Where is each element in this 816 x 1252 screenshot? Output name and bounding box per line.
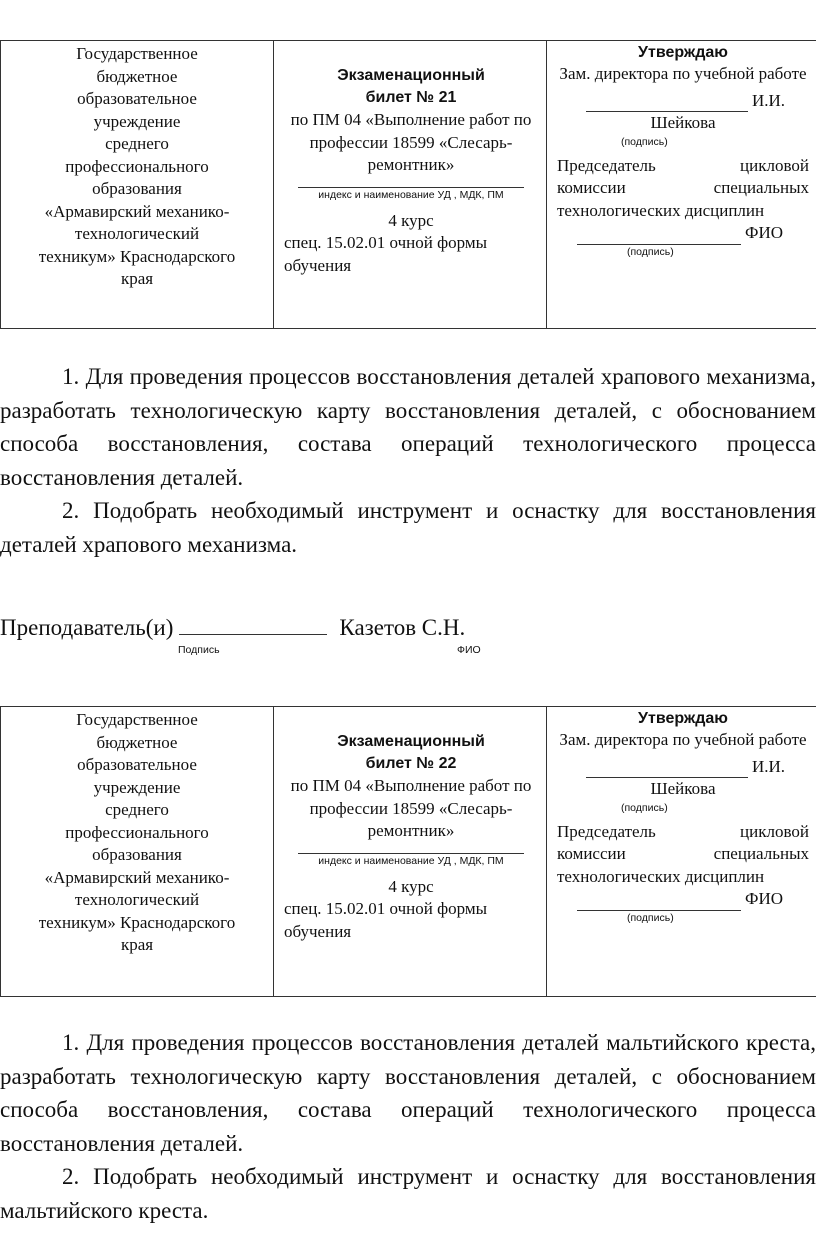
module-text: по ПМ 04 «Выполнение работ по профессии 18599 «Слесарь-ремонтник» bbox=[290, 110, 532, 174]
deputy-initials: И.И. bbox=[751, 756, 785, 776]
institution-line: образования bbox=[92, 179, 182, 198]
teacher-signature-row bbox=[0, 612, 816, 643]
institution-line: края bbox=[120, 935, 154, 954]
chair-word: цикловой bbox=[740, 155, 809, 175]
module-text: по ПМ 04 «Выполнение работ по профессии 18599 «Слесарь-ремонтник» bbox=[290, 776, 532, 840]
chair-signature-line bbox=[577, 226, 741, 245]
institution-cell bbox=[1, 41, 274, 329]
approve-heading: Утверждаю bbox=[638, 44, 728, 61]
spec-text: спец. 15.02.01 очной формы обучения bbox=[284, 233, 488, 275]
institution-line: образовательное bbox=[77, 755, 197, 774]
task-2: 2. Подобрать необходимый инструмент и оснастку для восстановления деталей храпового механизма. bbox=[0, 498, 816, 557]
teacher-name: Казетов С.Н. bbox=[339, 615, 466, 640]
fio-caption: ФИО bbox=[457, 644, 481, 656]
ticket-number: билет № 22 bbox=[365, 755, 457, 772]
ticket-number: билет № 21 bbox=[365, 89, 457, 106]
deputy-title: Зам. директора по учебной работе bbox=[559, 64, 807, 83]
institution-line: бюджетное bbox=[96, 732, 178, 752]
institution-line: бюджетное bbox=[96, 66, 178, 86]
institution-line: учреждение bbox=[93, 777, 181, 797]
chair-word: цикловой bbox=[740, 821, 809, 841]
chair-line: технологических дисциплин bbox=[557, 200, 765, 220]
approval-cell bbox=[547, 41, 816, 329]
institution-line: «Армавирский механико- bbox=[44, 201, 230, 221]
institution-line: «Армавирский механико- bbox=[44, 867, 230, 887]
course-text: 4 курс bbox=[388, 876, 434, 896]
deputy-initials: И.И. bbox=[751, 90, 785, 110]
chair-word: Председатель bbox=[557, 155, 656, 175]
sign-caption: Подпись bbox=[178, 644, 220, 656]
ticket-header-table bbox=[0, 40, 816, 329]
ticket-header-table bbox=[0, 706, 816, 997]
chair-fio: ФИО bbox=[745, 889, 783, 908]
index-caption: индекс и наименование УД , МДК, ПМ bbox=[318, 854, 504, 867]
approval-cell bbox=[547, 707, 816, 997]
teacher-signature-line bbox=[179, 612, 327, 635]
deputy-signature-caption: (подпись) bbox=[621, 801, 668, 814]
ticket-tasks bbox=[0, 1026, 816, 1227]
institution-line: технологический bbox=[74, 890, 200, 909]
institution-line: технологический bbox=[74, 224, 200, 243]
chair-line: технологических дисциплин bbox=[557, 866, 765, 886]
chair-word: специальных bbox=[713, 844, 809, 863]
teacher-label: Преподаватель(и) bbox=[0, 615, 174, 640]
institution-line: профессионального bbox=[65, 822, 209, 842]
ticket-info-cell bbox=[274, 707, 547, 997]
ticket-title: Экзаменационный bbox=[337, 733, 485, 750]
institution-line: среднего bbox=[105, 134, 169, 153]
deputy-surname: Шейкова bbox=[650, 779, 716, 798]
institution-line: Государственное bbox=[76, 44, 198, 63]
task-1: 1. Для проведения процессов восстановления деталей мальтийского креста, разработать технологическую карту восстановления деталей, с обоснованием способа восстановления, состава операций технологического процесса восстановления деталей. bbox=[0, 1030, 816, 1156]
institution-line: Государственное bbox=[76, 710, 198, 729]
deputy-signature-caption: (подпись) bbox=[621, 135, 668, 148]
institution-line: образовательное bbox=[77, 89, 197, 108]
chair-signature-caption: (подпись) bbox=[627, 245, 674, 258]
deputy-signature-line bbox=[586, 759, 748, 778]
institution-line: образования bbox=[92, 845, 182, 864]
task-2: 2. Подобрать необходимый инструмент и оснастку для восстановления мальтийского креста. bbox=[0, 1164, 816, 1223]
institution-line: края bbox=[120, 269, 154, 288]
approve-heading: Утверждаю bbox=[638, 710, 728, 727]
chair-word: комиссии bbox=[557, 844, 626, 863]
chair-signature-line bbox=[577, 892, 741, 911]
deputy-title: Зам. директора по учебной работе bbox=[559, 730, 807, 749]
ticket-title: Экзаменационный bbox=[337, 67, 485, 84]
spec-text: спец. 15.02.01 очной формы обучения bbox=[284, 899, 488, 941]
task-1: 1. Для проведения процессов восстановления деталей храпового механизма, разработать технологическую карту восстановления деталей, с обоснованием способа восстановления, состава операций технологического процесса восстановления деталей. bbox=[0, 364, 816, 490]
chair-fio: ФИО bbox=[745, 223, 783, 242]
deputy-surname: Шейкова bbox=[650, 113, 716, 132]
course-text: 4 курс bbox=[388, 210, 434, 230]
chair-word: Председатель bbox=[557, 821, 656, 841]
institution-cell bbox=[1, 707, 274, 997]
ticket-info-cell bbox=[274, 41, 547, 329]
chair-signature-caption: (подпись) bbox=[627, 911, 674, 924]
institution-line: среднего bbox=[105, 800, 169, 819]
institution-line: профессионального bbox=[65, 156, 209, 176]
deputy-signature-line bbox=[586, 93, 748, 112]
index-caption: индекс и наименование УД , МДК, ПМ bbox=[318, 188, 504, 201]
ticket-tasks bbox=[0, 360, 816, 561]
chair-word: специальных bbox=[713, 178, 809, 197]
chair-word: комиссии bbox=[557, 178, 626, 197]
institution-line: техникум» Краснодарского bbox=[38, 912, 236, 932]
institution-line: техникум» Краснодарского bbox=[38, 246, 236, 266]
institution-line: учреждение bbox=[93, 111, 181, 131]
